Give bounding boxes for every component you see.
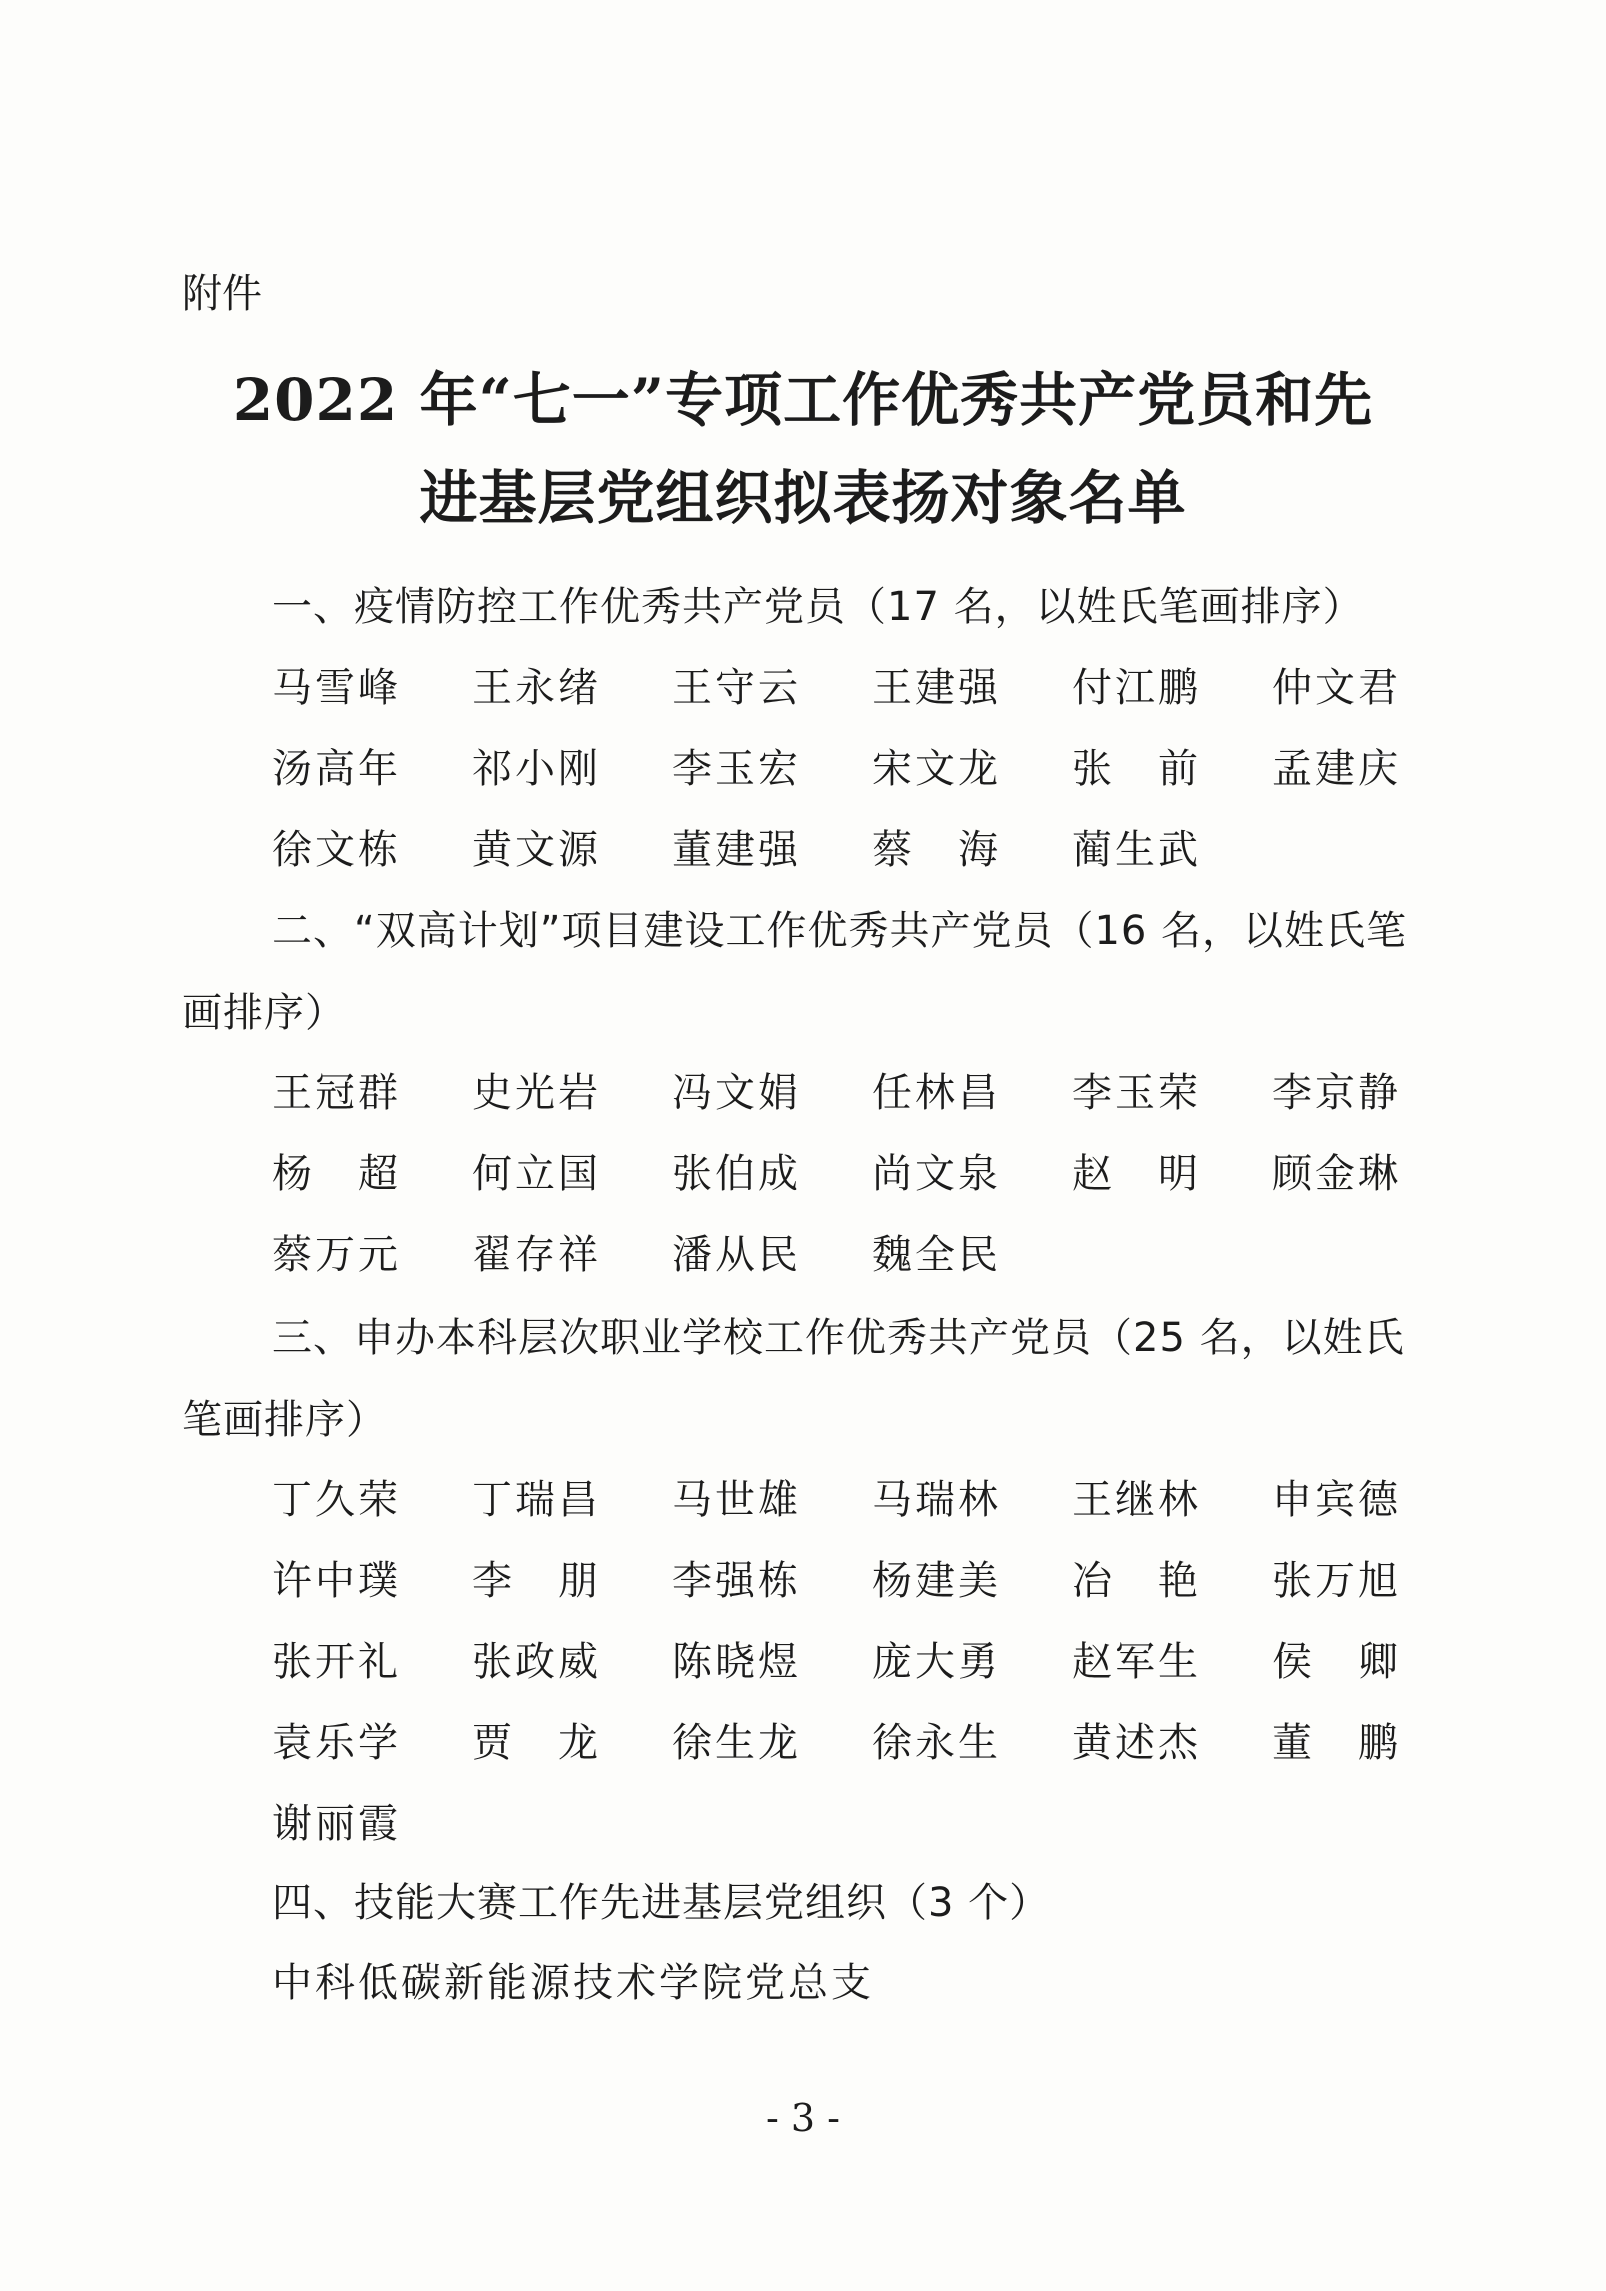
section-3-heading: 三、申办本科层次职业学校工作优秀共产党员（25 名，以姓氏笔画排序） (182, 1315, 1405, 1443)
name-item: 蔡 海 (872, 827, 1001, 873)
name-item: 李强栋 (672, 1558, 801, 1604)
name-item: 董建强 (672, 827, 801, 873)
document-title-line-1: 2022 年“七一”专项工作优秀共产党员和先 (232, 366, 1374, 434)
name-item: 蔡万元 (272, 1232, 401, 1278)
name-item: 李玉宏 (672, 746, 801, 792)
name-item: 王永绪 (472, 665, 601, 711)
name-item: 陈晓煜 (672, 1639, 801, 1685)
name-item: 魏全民 (872, 1232, 1001, 1278)
name-item: 许中璞 (272, 1558, 401, 1604)
name-item: 冯文娟 (672, 1070, 801, 1116)
name-item: 张伯成 (672, 1151, 801, 1197)
name-item: 蔺生武 (1072, 827, 1201, 873)
name-item: 马瑞林 (872, 1477, 1001, 1523)
name-item: 杨建美 (872, 1558, 1001, 1604)
name-item: 付江鹏 (1072, 665, 1201, 711)
name-item: 黄述杰 (1072, 1720, 1201, 1766)
name-item: 袁乐学 (272, 1720, 401, 1766)
name-item: 张开礼 (272, 1639, 401, 1685)
name-item: 何立国 (472, 1151, 601, 1197)
name-item: 董 鹏 (1272, 1720, 1401, 1766)
name-item: 谢丽霞 (272, 1801, 401, 1847)
name-item: 孟建庆 (1272, 746, 1401, 792)
section-2-heading: 二、“双高计划”项目建设工作优秀共产党员（16 名，以姓氏笔画排序） (182, 908, 1408, 1036)
name-item: 祁小刚 (472, 746, 601, 792)
name-item: 翟存祥 (472, 1232, 601, 1278)
name-item: 冶 艳 (1072, 1558, 1201, 1604)
section-4-org-item: 中科低碳新能源技术学院党总支 (272, 1960, 874, 2006)
name-item: 李京静 (1272, 1070, 1401, 1116)
name-item: 丁瑞昌 (472, 1477, 601, 1523)
name-item: 王继林 (1072, 1477, 1201, 1523)
name-item: 李玉荣 (1072, 1070, 1201, 1116)
section-4-heading: 四、技能大赛工作先进基层党组织（3 个） (272, 1880, 1051, 1926)
name-item: 李 朋 (472, 1558, 601, 1604)
name-item: 徐文栋 (272, 827, 401, 873)
name-item: 杨 超 (272, 1151, 401, 1197)
section-1-heading: 一、疫情防控工作优秀共产党员（17 名，以姓氏笔画排序） (272, 584, 1364, 630)
name-item: 尚文泉 (872, 1151, 1001, 1197)
name-item: 顾金琳 (1272, 1151, 1401, 1197)
name-item: 王守云 (672, 665, 801, 711)
name-item: 张政威 (472, 1639, 601, 1685)
name-item: 徐永生 (872, 1720, 1001, 1766)
name-item: 黄文源 (472, 827, 601, 873)
name-item: 马世雄 (672, 1477, 801, 1523)
name-item: 侯 卿 (1272, 1639, 1401, 1685)
name-item: 史光岩 (472, 1070, 601, 1116)
name-item: 王冠群 (272, 1070, 401, 1116)
name-item: 张万旭 (1272, 1558, 1401, 1604)
name-item: 任林昌 (872, 1070, 1001, 1116)
name-item: 赵 明 (1072, 1151, 1201, 1197)
page-number: - 3 - (765, 2096, 840, 2140)
name-item: 马雪峰 (272, 665, 401, 711)
name-item: 张 前 (1072, 746, 1201, 792)
name-item: 丁久荣 (272, 1477, 401, 1523)
name-item: 贾 龙 (472, 1720, 601, 1766)
document-title-line-2: 进基层党组织拟表扬对象名单 (419, 464, 1187, 532)
name-item: 庞大勇 (872, 1639, 1001, 1685)
name-item: 申宾德 (1272, 1477, 1401, 1523)
name-item: 赵军生 (1072, 1639, 1201, 1685)
name-item: 宋文龙 (872, 746, 1001, 792)
name-item: 徐生龙 (672, 1720, 801, 1766)
name-item: 王建强 (872, 665, 1001, 711)
name-item: 仲文君 (1272, 665, 1401, 711)
name-item: 汤高年 (272, 746, 401, 792)
attachment-label: 附件 (182, 271, 262, 317)
name-item: 潘从民 (672, 1232, 801, 1278)
